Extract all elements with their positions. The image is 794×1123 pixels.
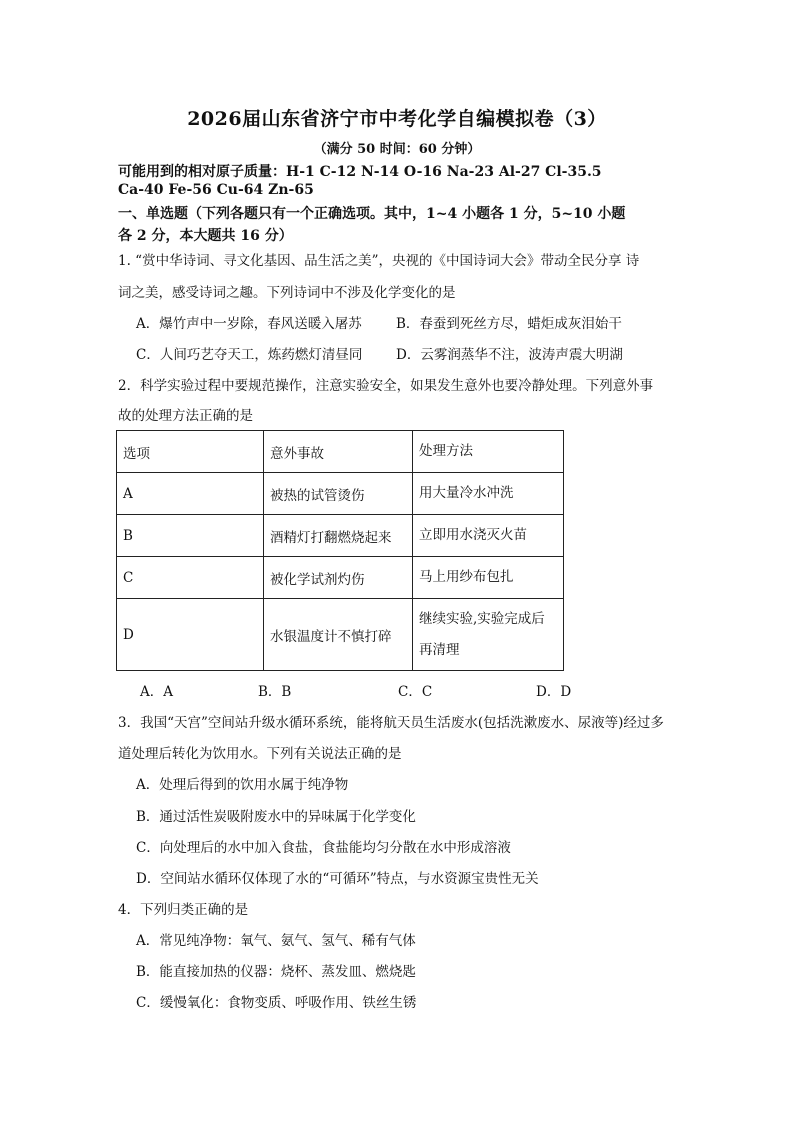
q1-option-a: A．爆竹声中一岁除，春风送暖入屠苏 <box>136 316 362 332</box>
table-header-cell: 意外事故 <box>263 431 412 473</box>
q3-stem-line-2: 道处理后转化为饮用水。下列有关说法正确的是 <box>118 746 402 762</box>
table-cell: C <box>117 557 264 599</box>
table-header-cell: 选项 <box>117 431 264 473</box>
q2-stem-line-1: 2．科学实验过程中要规范操作，注意实验安全，如果发生意外也要冷静处理。下列意外事 <box>118 378 654 394</box>
atomic-mass-line-1: 可能用到的相对原子质量：H-1 C-12 N-14 O-16 Na-23 Al-27 Cl-35.5 <box>118 164 602 180</box>
table-header-cell: 处理方法 <box>412 431 563 473</box>
table-row <box>117 557 564 599</box>
accident-table <box>116 430 564 671</box>
q1-option-d: D．云雾润蒸华不注，波涛声震大明湖 <box>396 347 623 363</box>
table-cell: 立即用水浇灭火苗 <box>412 515 563 557</box>
table-cell: 水银温度计不慎打碎 <box>263 599 412 671</box>
table-row <box>117 473 564 515</box>
q1-stem-line-2: 词之美，感受诗词之趣。下列诗词中不涉及化学变化的是 <box>118 285 456 301</box>
q4-option-b: B．能直接加热的仪器：烧杯、蒸发皿、燃烧匙 <box>136 964 416 980</box>
table-row <box>117 599 564 671</box>
q2-stem-line-2: 故的处理方法正确的是 <box>118 408 253 424</box>
q2-option-b: B．B <box>258 684 292 700</box>
q1-option-b: B．春蚕到死丝方尽，蜡炬成灰泪始干 <box>396 316 622 332</box>
q3-stem-line-1: 3．我国“天宫”空间站升级水循环系统，能将航天员生活废水(包括洗漱废水、尿液等)经过多 <box>118 715 664 731</box>
q3-option-a: A．处理后得到的饮用水属于纯净物 <box>136 777 349 793</box>
q4-stem: 4．下列归类正确的是 <box>118 902 249 918</box>
table-cell: D <box>117 599 264 671</box>
q4-option-c: C．缓慢氧化：食物变质、呼吸作用、铁丝生锈 <box>136 995 417 1011</box>
q2-option-d: D．D <box>536 684 572 700</box>
q4-option-a: A．常见纯净物：氧气、氨气、氢气、稀有气体 <box>136 933 416 949</box>
table-cell: A <box>117 473 264 515</box>
table-cell: 被热的试管烫伤 <box>263 473 412 515</box>
table-cell: 用大量冷水冲洗 <box>412 473 563 515</box>
table-cell: 酒精灯打翻燃烧起来 <box>263 515 412 557</box>
q3-option-c: C．向处理后的水中加入食盐，食盐能均匀分散在水中形成溶液 <box>136 840 511 856</box>
exam-title: 2026届山东省济宁市中考化学自编模拟卷（3） <box>187 108 607 130</box>
q3-option-d: D．空间站水循环仅体现了水的“可循环”特点，与水资源宝贵性无关 <box>136 871 539 887</box>
q1-stem-line-1: 1. “赏中华诗词、寻文化基因、品生活之美”，央视的《中国诗词大会》带动全民分享 诗 <box>118 253 640 269</box>
q1-option-c: C．人间巧艺夺天工，炼药燃灯清昼同 <box>136 347 363 363</box>
table-cell: 马上用纱布包扎 <box>412 557 563 599</box>
section-heading-line-1: 一、单选题（下列各题只有一个正确选项。其中，1~4 小题各 1 分，5~10 小题 <box>118 206 626 222</box>
table-header-row <box>117 431 564 473</box>
table-cell: B <box>117 515 264 557</box>
table-row <box>117 515 564 557</box>
q2-option-a: A．A <box>140 684 173 700</box>
q2-option-c: C．C <box>398 684 433 700</box>
exam-subtitle: （满分 50 时间：60 分钟） <box>313 142 481 157</box>
atomic-mass-line-2: Ca-40 Fe-56 Cu-64 Zn-65 <box>118 182 314 198</box>
table-cell: 被化学试剂灼伤 <box>263 557 412 599</box>
q3-option-b: B．通过活性炭吸附废水中的异味属于化学变化 <box>136 809 416 825</box>
table-cell: 继续实验,实验完成后再清理 <box>412 599 563 671</box>
section-heading-line-2: 各 2 分，本大题共 16 分） <box>118 228 293 244</box>
